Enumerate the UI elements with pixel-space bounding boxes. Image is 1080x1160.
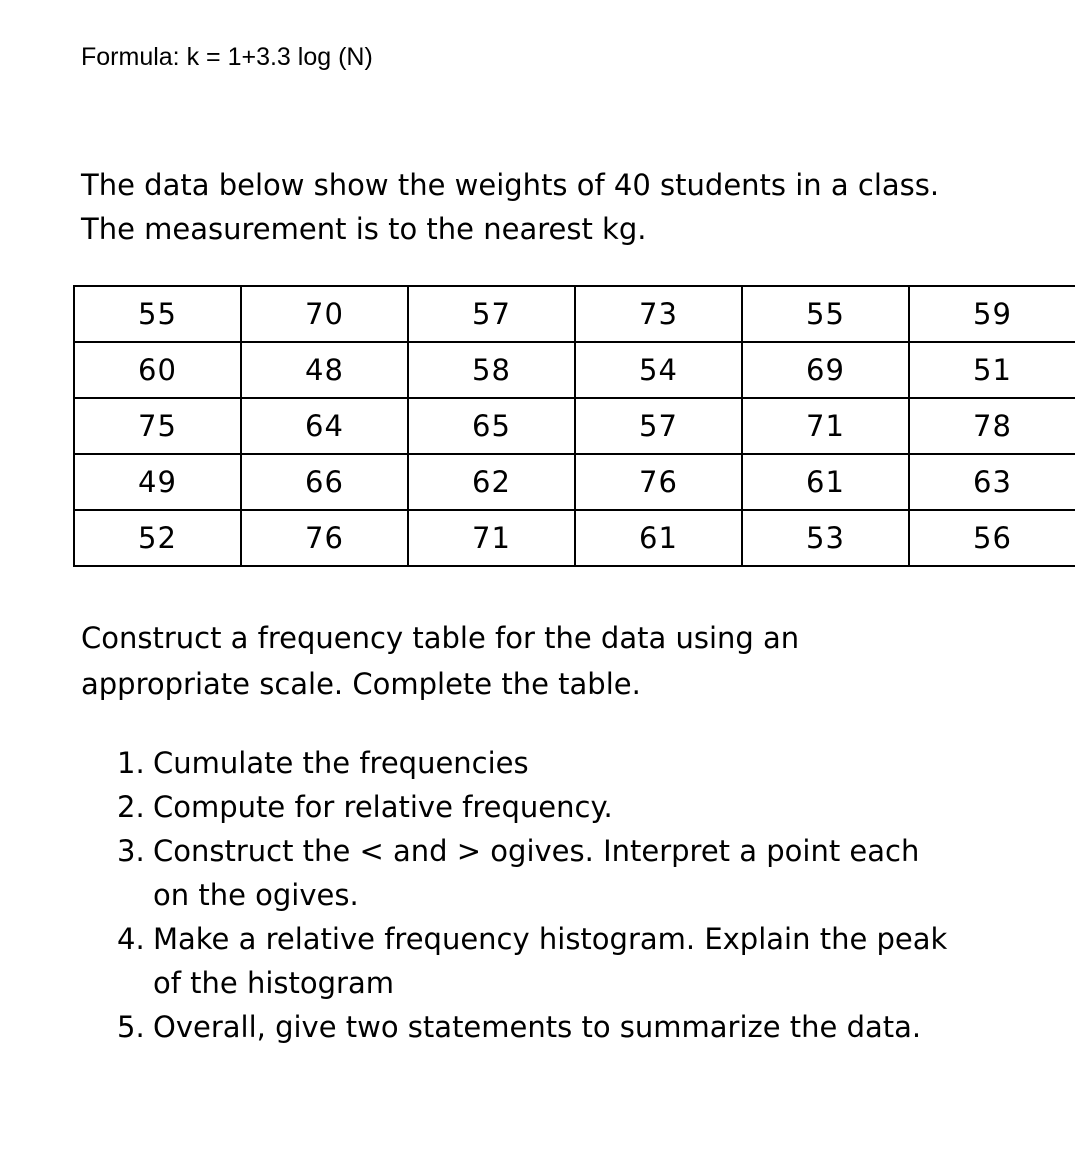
table-row [74, 342, 1075, 398]
table-cell: 66 [241, 454, 408, 510]
list-item-number: 4. [117, 922, 145, 956]
intro-line-2: The measurement is to the nearest kg. [81, 212, 647, 246]
table-cell: 76 [575, 454, 742, 510]
table-cell: 55 [74, 286, 241, 342]
list-item-number: 1. [117, 746, 145, 780]
list-item-text: Make a relative frequency histogram. Explain the peak [153, 922, 948, 956]
table-cell: 57 [408, 286, 575, 342]
table-cell: 70 [241, 286, 408, 342]
table-cell: 65 [408, 398, 575, 454]
table-cell: 78 [909, 398, 1075, 454]
list-item-text: Cumulate the frequencies [153, 746, 529, 780]
table-cell: 48 [241, 342, 408, 398]
list-item-text: Overall, give two statements to summarize the data. [153, 1010, 922, 1044]
table-cell: 62 [408, 454, 575, 510]
list-item [117, 1005, 1067, 1049]
table-cell: 63 [909, 454, 1075, 510]
list-item-number: 2. [117, 790, 145, 824]
table-cell: 73 [575, 286, 742, 342]
table-cell: 49 [74, 454, 241, 510]
table-row [74, 510, 1075, 566]
intro-paragraph [81, 163, 1071, 251]
table-cell: 57 [575, 398, 742, 454]
table-cell: 53 [742, 510, 909, 566]
list-item-text: Compute for relative frequency. [153, 790, 613, 824]
task-paragraph [81, 615, 1071, 707]
table-row [74, 454, 1075, 510]
formula-text: Formula: k = 1+3.3 log (N) [81, 43, 373, 71]
list-item-text-continued: on the ogives. [153, 878, 359, 912]
table-cell: 52 [74, 510, 241, 566]
list-item [117, 741, 1067, 785]
list-item-text-continued: of the histogram [153, 966, 394, 1000]
instructions-list [117, 741, 1067, 1049]
table-cell: 69 [742, 342, 909, 398]
table-cell: 71 [408, 510, 575, 566]
list-item [117, 917, 1067, 1005]
table-cell: 51 [909, 342, 1075, 398]
table-row [74, 286, 1075, 342]
table-cell: 61 [575, 510, 742, 566]
task-line-1: Construct a frequency table for the data using an [81, 621, 800, 655]
table-cell: 71 [742, 398, 909, 454]
table-cell: 54 [575, 342, 742, 398]
list-item-number: 3. [117, 834, 145, 868]
task-line-2: appropriate scale. Complete the table. [81, 667, 641, 701]
list-item-number: 5. [117, 1010, 145, 1044]
list-item [117, 785, 1067, 829]
table-cell: 61 [742, 454, 909, 510]
table-cell: 64 [241, 398, 408, 454]
weights-table [73, 285, 1075, 567]
table-cell: 75 [74, 398, 241, 454]
table-cell: 55 [742, 286, 909, 342]
table-row [74, 398, 1075, 454]
table-cell: 56 [909, 510, 1075, 566]
table-cell: 58 [408, 342, 575, 398]
table-cell: 60 [74, 342, 241, 398]
intro-line-1: The data below show the weights of 40 students in a class. [81, 168, 940, 202]
table-cell: 59 [909, 286, 1075, 342]
list-item [117, 829, 1067, 917]
table-cell: 76 [241, 510, 408, 566]
list-item-text: Construct the < and > ogives. Interpret a point each [153, 834, 920, 868]
